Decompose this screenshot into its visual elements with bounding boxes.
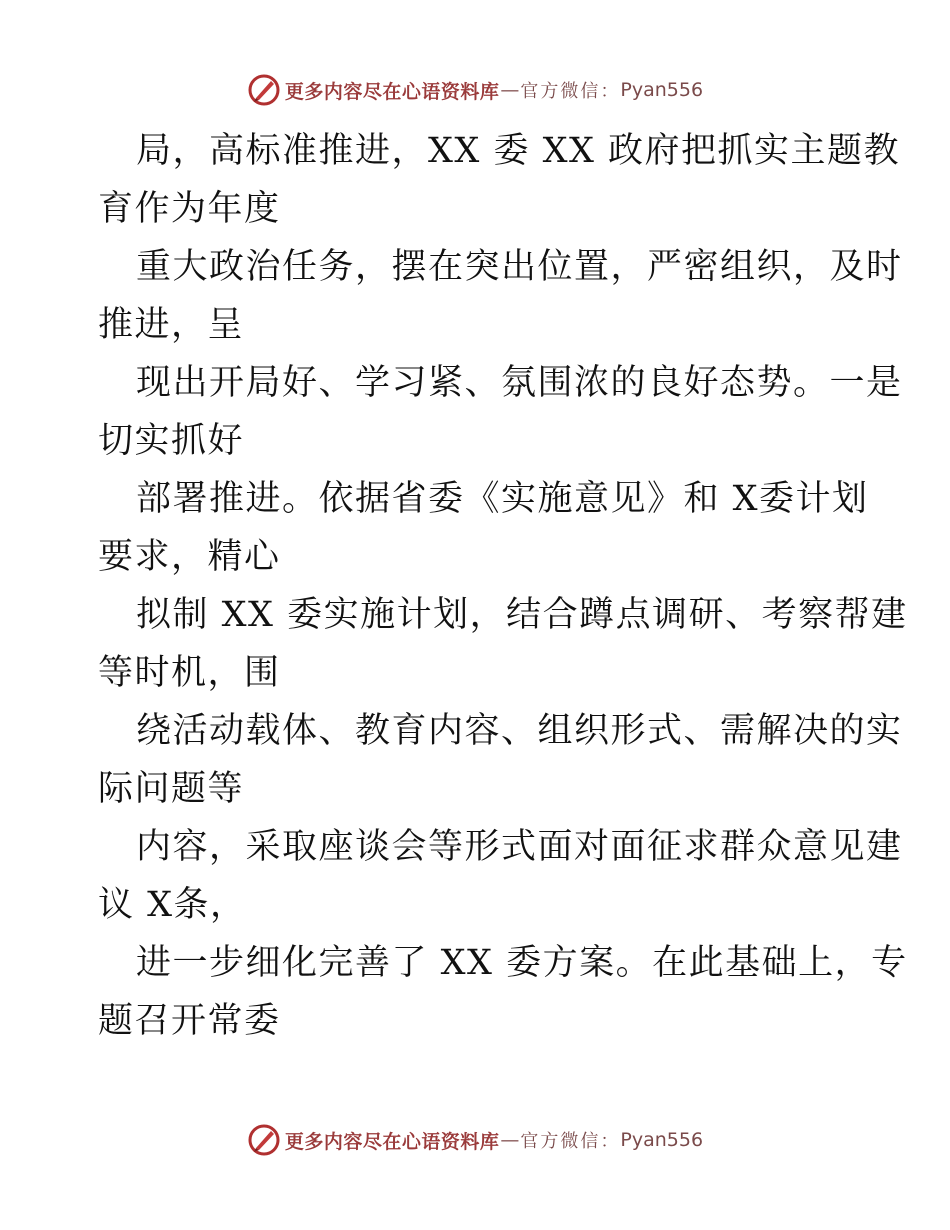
paragraph xyxy=(98,934,908,1050)
paragraph-line: 推进，呈 xyxy=(98,305,245,345)
paragraph-line: 等时机，围 xyxy=(98,653,281,693)
paragraph-line: 进一步细化完善了 XX 委方案。在此基础上，专 xyxy=(136,943,908,983)
paragraph xyxy=(98,818,903,934)
footer-separator: — xyxy=(500,1129,520,1151)
footer-contact-label: 官方微信： xyxy=(520,1131,621,1152)
paragraph-line: 部署推进。依据省委《实施意见》和 X委计划 xyxy=(136,479,869,519)
header-separator: — xyxy=(500,79,520,101)
footer-watermark xyxy=(0,1120,950,1160)
header-contact-label: 官方微信： xyxy=(520,81,621,102)
header-contact-id: Pyan556 xyxy=(620,79,704,101)
paragraph-line: 局，高标准推进，XX 委 XX 政府把抓实主题教 xyxy=(136,131,901,171)
paragraph-line: 题召开常委 xyxy=(98,1001,281,1041)
paragraph-line: 绕活动载体、教育内容、组织形式、需解决的实 xyxy=(136,711,903,751)
paragraph-line: 拟制 XX 委实施计划，结合蹲点调研、考察帮建 xyxy=(136,595,908,635)
document-body xyxy=(98,122,908,1050)
paragraph xyxy=(98,586,908,702)
quill-logo-icon xyxy=(247,1123,281,1157)
paragraph-line: 重大政治任务，摆在突出位置，严密组织，及时 xyxy=(136,247,903,287)
quill-logo-icon xyxy=(247,73,281,107)
footer-contact-id: Pyan556 xyxy=(620,1129,704,1151)
paragraph xyxy=(98,470,869,586)
paragraph-line: 际问题等 xyxy=(98,769,245,809)
paragraph-line: 要求，精心 xyxy=(98,537,281,577)
paragraph xyxy=(98,122,901,238)
paragraph xyxy=(98,354,903,470)
paragraph-line: 切实抓好 xyxy=(98,421,245,461)
paragraph-line: 育作为年度 xyxy=(98,189,281,229)
header-brand-text: 更多内容尽在心语资料库 xyxy=(284,80,500,103)
paragraph-line: 议 X条， xyxy=(98,885,247,925)
paragraph-line: 内容，采取座谈会等形式面对面征求群众意见建 xyxy=(136,827,903,867)
footer-brand-text: 更多内容尽在心语资料库 xyxy=(284,1130,500,1153)
paragraph-line: 现出开局好、学习紧、氛围浓的良好态势。一是 xyxy=(136,363,903,403)
header-watermark xyxy=(0,70,950,110)
paragraph xyxy=(98,238,903,354)
paragraph xyxy=(98,702,903,818)
